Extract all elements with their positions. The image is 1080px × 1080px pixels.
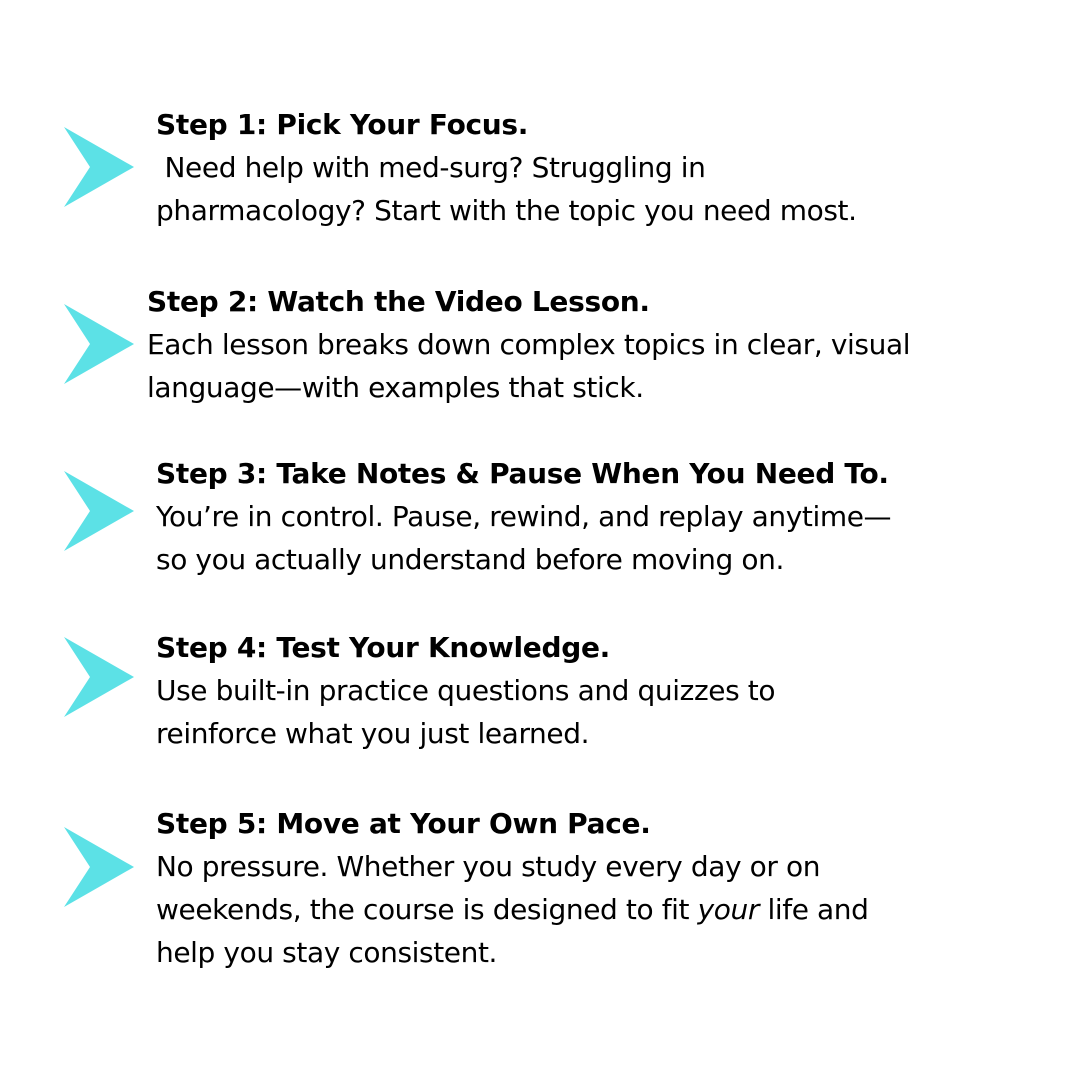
- step-2-text: [147, 281, 910, 409]
- step-title: Step 1: Pick Your Focus.: [156, 108, 529, 141]
- step-description: [156, 669, 775, 755]
- chevron-right-icon: [64, 827, 134, 907]
- step-5-text: [156, 803, 869, 974]
- step-4-text: [156, 627, 775, 755]
- step-description: [156, 146, 857, 232]
- step-description-line: Need help with med-surg? Struggling in: [156, 151, 706, 184]
- chevron-right-icon: [64, 471, 134, 551]
- step-description-line: Use built-in practice questions and quizzes to: [156, 674, 776, 707]
- step-description-segment: weekends, the course is designed to fit: [156, 893, 698, 926]
- step-description-line: language—with examples that stick.: [147, 371, 644, 404]
- step-description: [147, 323, 910, 409]
- step-description-segment: life and: [759, 893, 869, 926]
- chevron-right-icon: [64, 127, 134, 207]
- step-description-line: Each lesson breaks down complex topics in clear, visual: [147, 328, 911, 361]
- chevron-right-icon: [64, 304, 134, 384]
- step-description-line: help you stay consistent.: [156, 936, 498, 969]
- step-title: Step 3: Take Notes & Pause When You Need To.: [156, 457, 889, 490]
- step-description: [156, 495, 891, 581]
- step-description-line: You’re in control. Pause, rewind, and replay anytime—: [156, 500, 892, 533]
- step-description-line: so you actually understand before moving on.: [156, 543, 784, 576]
- step-description: [156, 845, 869, 974]
- step-1-text: [156, 104, 857, 232]
- chevron-right-icon: [64, 637, 134, 717]
- emphasis-text: your: [697, 893, 759, 926]
- step-3-text: [156, 453, 891, 581]
- step-title: Step 2: Watch the Video Lesson.: [147, 285, 650, 318]
- step-title: Step 4: Test Your Knowledge.: [156, 631, 610, 664]
- step-description-line: [156, 888, 869, 931]
- step-description-line: reinforce what you just learned.: [156, 717, 590, 750]
- step-description-line: No pressure. Whether you study every day or on: [156, 850, 821, 883]
- step-title: Step 5: Move at Your Own Pace.: [156, 807, 651, 840]
- step-description-line: pharmacology? Start with the topic you need most.: [156, 194, 857, 227]
